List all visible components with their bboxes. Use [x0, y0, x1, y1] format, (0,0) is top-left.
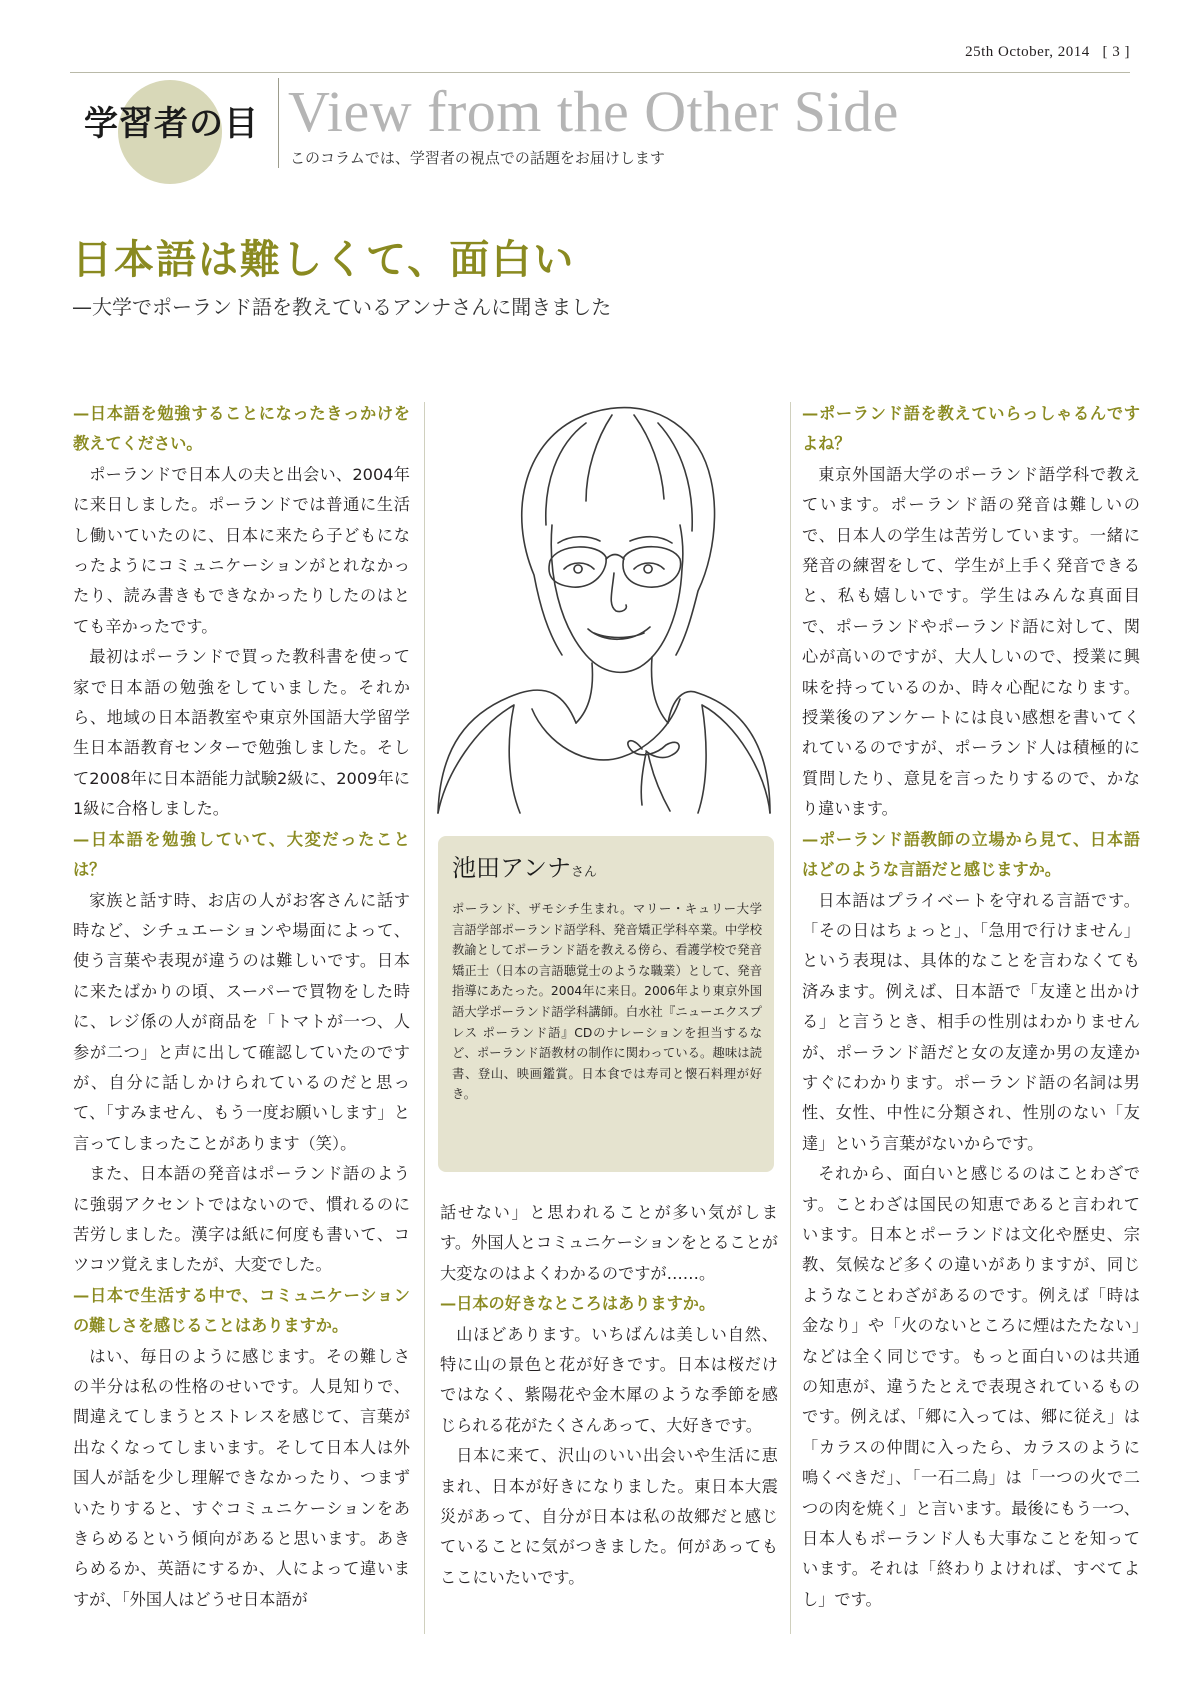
- neck: [576, 657, 668, 723]
- hair-outline: [522, 408, 715, 655]
- title-divider: [278, 78, 279, 168]
- answer-paragraph: 東京外国語大学のポーランド語学科で教えています。ポーランド語の発音は難しいので、日本人の学生は苦労しています。一緒に発音の練習をして、学生が上手く発音できると、私も嬉しいです。学生はみんな真面目で、ポーランドやポーランド語に対して、関心が高いのですが、大人しいので、授業に興味を持っているのか、時々心配になります。授業後のアンケートには良い感想を書いてくれているのですが、ポーランド人は積極的に質問したり、意見を言ったりするので、かなり違います。: [802, 464, 1140, 819]
- column-divider-left: [424, 402, 425, 1634]
- answer-paragraph: それから、面白いと感じるのはことわざです。ことわざは国民の知恵であると言われています。日本とポーランドは文化や歴史、宗教、気候など多くの違いがありますが、同じようなことわざがあるのです。例えば「時は金なり」や「火のないところに煙はたたない」などは全く同じです。もっと面白いのは共通の知恵が、違うたとえで表現されているものです。例えば、「郷に入っては、郷に従え」は「カラスの仲間に入ったら、カラスのように鳴くべきだ」、「一石二鳥」は「一つの火で二つの肉を焼く」と言います。最後にもう一つ、日本人もポーランド人も大事なことを知っています。それは「終わりよければ、すべてよし」です。: [802, 1164, 1140, 1609]
- answer-paragraph: また、日本語の発音はポーランド語のように強弱アクセントではないので、慣れるのに苦労しました。漢字は紙に何度も書いて、コツコツ覚えましたが、大変でした。: [73, 1164, 410, 1275]
- answer-paragraph: 日本に来て、沢山のいい出会いや生活に恵まれ、日本が好きになりました。東日本大震災があって、自分が日本は私の故郷だと感じていることに気がつきました。何があってもここにいたいです。: [440, 1446, 778, 1587]
- answer-paragraph: 家族と話す時、お店の人がお客さんに話す時など、シチュエーションや場面によって、使う言葉や表現が違うのは難しいです。日本に来たばかりの頃、スーパーで買物をした時に、レジ係の人が商品を「トマトが一つ、人参が二つ」と声に出して確認していたのですが、自分に話しかけられているのだと思って、「すみません、もう一度お願いします」と言ってしまったことがあります（笑）。: [73, 890, 410, 1153]
- answer-paragraph-continued: 話せない」と思われることが多い気がします。外国人とコミュニケーションをとることが大変なのはよくわかるのですが……。: [440, 1203, 778, 1283]
- article-subheadline: —大学でポーランド語を教えているアンナさんに聞きました: [72, 295, 612, 319]
- article-column-2: [440, 1198, 778, 1593]
- date-text: 25th October, 2014: [965, 44, 1090, 60]
- eye-left: [564, 563, 594, 573]
- issue-date: [965, 44, 1130, 61]
- answer-paragraph: はい、毎日のように感じます。その難しさの半分は私の性格のせいです。人見知りで、間違えてしまうとストレスを感じて、言葉が出なくなってしまいます。そして日本人は外国人が話を少し理解できなかったり、つまずいたりすると、すぐコミュニケーションをあきらめるという傾向があると思います。あきらめるか、英語にするか、人によって違いますが、「外国人はどうせ日本語が: [73, 1346, 410, 1609]
- profile-name: [452, 848, 597, 883]
- brow-right: [630, 537, 672, 543]
- question-heading: —日本で生活する中で、コミュニケーションの難しさを感じることはありますか。: [73, 1285, 410, 1336]
- column-divider-right: [790, 402, 791, 1634]
- question-heading: —ポーランド語を教えていらっしゃるんですよね？: [802, 404, 1140, 454]
- column-title-en: View from the Other Side: [288, 79, 899, 144]
- article-column-3: [802, 399, 1140, 1615]
- nose: [611, 573, 626, 612]
- cardigan-left: [438, 705, 520, 813]
- question-heading: —ポーランド語教師の立場から見て、日本語はどのような言語だと感じますか。: [802, 829, 1140, 880]
- eye-right: [634, 563, 664, 573]
- answer-paragraph: 最初はポーランドで買った教科書を使って家で日本語の勉強をしていました。それから、地域の日本語教室や東京外国語大学留学生日本語教育センターで勉強しました。そして2008年に日本語能力試験2級に、2009年に1級に合格しました。: [73, 647, 410, 819]
- question-heading: —日本の好きなところはありますか。: [440, 1294, 716, 1314]
- page-number: [ 3 ]: [1102, 44, 1130, 60]
- question-heading: —日本語を勉強することになったきっかけを教えてください。: [73, 404, 410, 454]
- answer-paragraph: 山ほどあります。いちばんは美しい自然、特に山の景色と花が好きです。日本は桜だけではなく、紫陽花や金木犀のような季節を感じられる花がたくさんあって、大好きです。: [440, 1324, 778, 1435]
- glasses-bridge: [606, 555, 624, 560]
- column-subtitle: このコラムでは、学習者の視点での話題をお届けします: [290, 149, 665, 167]
- column-title-jp: 学習者の目: [84, 104, 259, 144]
- brow-left: [558, 537, 600, 543]
- profile-bio: ポーランド、ザモシチ生まれ。マリー・キュリー大学 言語学部ポーランド語学科、発音矯正学科卒業。中学校教諭としてポーランド語を教える傍ら、看護学校で発音矯正士（日本の言語聴覚士のような職業）として、発音指導にあたった。2004年に来日。2006年より東京外国語大学ポーランド語学科講師。白水社『ニューエクスプレス ポーランド語』CDのナレーションを担当するなど、ポーランド語教材の制作に関わっている。趣味は読書、登山、映画鑑賞。日本食では寿司と懐石料理が好き。: [452, 902, 762, 1102]
- glasses-left: [549, 547, 606, 587]
- profile-name-text: 池田アンナ: [452, 854, 572, 882]
- mouth: [588, 627, 650, 639]
- shoulders: [438, 690, 770, 813]
- answer-paragraph: ポーランドで日本人の夫と出会い、2004年に来日しました。ポーランドでは普通に生活し働いていたのに、日本に来たら子どもになったようにコミュニケーションがとれなかったり、読み書きもできなかったりしたのはとても辛かったです。: [73, 464, 410, 636]
- answer-paragraph: 日本語はプライベートを守れる言語です。「その日はちょっと」、「急用で行けません」という表現は、具体的なことを言わなくても済みます。例えば、日本語で「友達と出かける」と言うとき、相手の性別はわかりませんが、ポーランド語だと女の友達か男の友達かすぐにわかります。ポーランド語の名詞は男性、女性、中性に分類され、性別のない「友達」という言葉がないからです。: [802, 890, 1140, 1153]
- cardigan-right: [698, 705, 770, 813]
- hair-strands: [546, 415, 692, 531]
- header-rule: [70, 72, 1130, 73]
- article-headline: 日本語は難しくて、面白い: [72, 237, 576, 283]
- article-column-1: [73, 399, 410, 1615]
- question-heading: —日本語を勉強していて、大変だったことは？: [73, 829, 410, 880]
- portrait-illustration: [436, 393, 772, 817]
- profile-honorific: さん: [571, 865, 598, 880]
